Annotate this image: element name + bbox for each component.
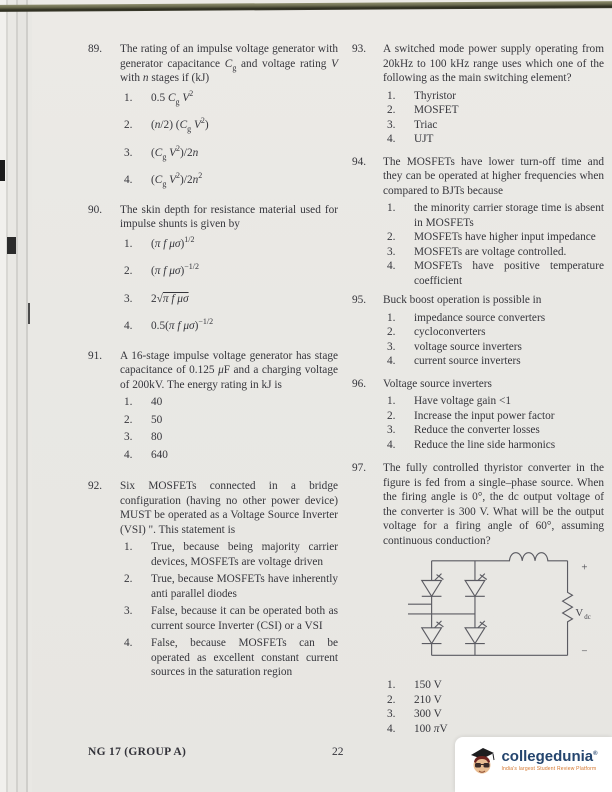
scan-mark <box>7 237 16 254</box>
option-label: False, because MOSFETs can be operated as excellent constant current sources in the saturation region <box>151 637 338 678</box>
question-number: 94. <box>352 155 367 168</box>
option-number: 2. <box>124 413 133 426</box>
option-label: Triac <box>414 118 438 131</box>
option <box>383 89 604 104</box>
option <box>383 423 604 438</box>
option-label: 80 <box>151 431 163 443</box>
option <box>383 394 604 409</box>
question-89 <box>88 42 338 201</box>
question-96 <box>352 377 604 453</box>
option-label: MOSFETs are voltage controlled. <box>414 245 567 258</box>
option-number: 2. <box>387 693 396 706</box>
question-number: 97. <box>352 462 367 474</box>
option <box>383 438 604 453</box>
question-94 <box>352 155 604 289</box>
question-text: The fully controlled thyristor converter in the figure is fed from a single–phase source. When the firing angle is 0°, the dc output voltage of the converter is 300 V. What will be the output voltage for a firing angle of 60°, assuming continuous conduction? <box>383 462 604 547</box>
option <box>383 118 604 133</box>
option-number: 3. <box>387 340 396 353</box>
resistor-icon <box>563 561 573 656</box>
option <box>120 264 338 279</box>
question-93 <box>352 42 604 147</box>
question-number: 89. <box>88 43 103 55</box>
option-label: ($C_g$ $V^2)/2n^2$ <box>151 171 203 189</box>
option-number: 1. <box>124 91 133 104</box>
question-92 <box>88 479 338 683</box>
option-number: 4. <box>387 260 396 272</box>
minus-label: − <box>581 645 588 658</box>
question-text: A 16-stage impulse voltage generator has stage capacitance of 0.125 μF and a charging voltage of 200kV. The energy rating in kJ is <box>120 349 338 391</box>
question-text: The rating of an impulse voltage generator with generator capacitance $C_g$ and voltage rating V with n stages if (kJ) <box>120 43 338 84</box>
option-label: cycloconverters <box>414 326 486 338</box>
option-label: (n/2) ($C_g$ $V^2$) <box>151 116 209 134</box>
option <box>383 201 604 230</box>
option-label: 640 <box>151 448 168 461</box>
scan-top-border <box>0 1 612 12</box>
option-number: 2. <box>387 409 396 422</box>
question-number: 90. <box>88 203 103 216</box>
option <box>383 354 604 369</box>
question-number: 96. <box>352 377 367 390</box>
option <box>120 572 338 601</box>
option-label: True, because MOSFETs have inherently anti parallel diodes <box>151 573 338 600</box>
option-label: Reduce the line side harmonics <box>414 438 556 451</box>
question-90 <box>88 203 338 347</box>
option-label: (π f μσ)$^{-1/2}$ <box>151 262 199 277</box>
option <box>383 325 604 340</box>
question-text: Six MOSFETs connected in a bridge configuration (having no other power device) MUST be operated as a Voltage Source Inverter (VSI) ". This statement is <box>120 480 338 536</box>
option-number: 2. <box>124 119 133 131</box>
page-edge <box>0 0 32 792</box>
option-label: MOSFET <box>414 104 459 116</box>
option <box>383 132 604 147</box>
question-text: Buck boost operation is possible in <box>383 294 542 306</box>
option-number: 1. <box>387 202 396 214</box>
option-label: UJT <box>414 133 434 145</box>
option-number: 2. <box>124 573 133 585</box>
option-label: MOSFETs have higher input impedance <box>414 231 596 243</box>
option <box>120 143 338 161</box>
option-label: the minority carrier storage time is absent in MOSFETs <box>414 202 604 229</box>
option-number: 4. <box>387 133 396 145</box>
option-label: 150 V <box>414 679 442 691</box>
vdc-label: V <box>575 606 584 619</box>
option-number: 3. <box>124 292 133 305</box>
option-number: 3. <box>387 245 396 258</box>
option <box>383 678 604 693</box>
question-number: 93. <box>352 43 367 55</box>
thyristor-icon <box>422 621 444 644</box>
option <box>120 88 338 106</box>
option-label: voltage source inverters <box>414 340 522 353</box>
inductor-icon <box>432 553 568 561</box>
logo-tagline: India's largest Student Review Platform <box>501 766 597 772</box>
option-number: 4. <box>124 637 133 649</box>
option <box>120 234 338 252</box>
option <box>383 722 604 737</box>
option <box>383 103 604 118</box>
option <box>383 230 604 245</box>
option <box>120 118 338 133</box>
option-number: 2. <box>387 104 396 116</box>
scan-mark <box>0 160 5 181</box>
option-number: 1. <box>387 311 396 324</box>
logo-wordmark: collegedunia <box>501 748 594 765</box>
option-number: 2. <box>387 231 396 243</box>
option-number: 2. <box>124 265 133 277</box>
page-number: 22 <box>332 746 344 758</box>
option-label: 0.5 $C_g$ $V^2$ <box>151 88 194 106</box>
option <box>383 340 604 355</box>
option <box>383 707 604 722</box>
option-label: current source inverters <box>414 355 521 367</box>
option <box>120 604 338 633</box>
question-text: Voltage source inverters <box>383 377 492 390</box>
option-number: 1. <box>124 396 133 408</box>
registered-mark: ® <box>593 751 598 757</box>
question-text: The skin depth for resistance material used for impulse shunts is given by <box>120 203 338 230</box>
option-label: 2√π f μσ <box>151 292 189 305</box>
option-number: 4. <box>387 438 396 451</box>
plus-label: + <box>581 561 588 574</box>
option-number: 4. <box>124 320 133 332</box>
option <box>383 311 604 326</box>
option <box>120 319 338 334</box>
option-label: 300 V <box>414 708 442 720</box>
option-number: 3. <box>124 431 133 443</box>
option-label: Have voltage gain <1 <box>414 395 512 407</box>
thyristor-icon <box>465 574 487 597</box>
option-label: True, because being majority carrier devices, MOSFETs are voltage driven <box>151 541 338 568</box>
option <box>120 540 338 569</box>
option <box>383 245 604 260</box>
option-number: 4. <box>387 722 396 735</box>
thyristor-icon <box>422 574 444 597</box>
option-number: 1. <box>124 237 133 250</box>
right-column <box>352 42 604 736</box>
option-label: MOSFETs have positive temperature coefficient <box>414 260 604 287</box>
question-95 <box>352 293 604 369</box>
option-number: 3. <box>387 118 396 131</box>
option-label: Reduce the converter losses <box>414 424 540 436</box>
option-number: 2. <box>387 326 396 338</box>
option-label: Thyristor <box>414 89 457 102</box>
question-97 <box>352 461 604 736</box>
option <box>383 693 604 708</box>
option-label: 0.5(π f μσ)$^{-1/2}$ <box>151 317 214 332</box>
question-91 <box>88 349 338 466</box>
paper-code: NG 17 (GROUP A) <box>88 746 187 758</box>
option-number: 1. <box>387 395 396 407</box>
option-label: impedance source converters <box>414 311 546 324</box>
option <box>120 395 338 410</box>
option <box>383 259 604 288</box>
option <box>120 173 338 188</box>
option <box>120 636 338 680</box>
question-number: 95. <box>352 294 367 306</box>
question-number: 91. <box>88 349 103 362</box>
left-column <box>88 42 338 683</box>
option-label: 100 πV <box>414 722 448 735</box>
thyristor-icon <box>465 621 487 644</box>
option <box>120 448 338 463</box>
question-text: The MOSFETs have lower turn-off time and they can be operated at higher frequencies when compared to BJTs because <box>383 155 604 197</box>
question-number: 92. <box>88 480 103 492</box>
option-label: Increase the input power factor <box>414 409 555 422</box>
vdc-subscript: dc <box>584 613 591 621</box>
option-label: 210 V <box>414 693 442 706</box>
option-number: 4. <box>387 355 396 367</box>
logo-text <box>501 746 597 765</box>
option <box>383 409 604 424</box>
thyristor-bridge-figure <box>407 552 603 674</box>
option-number: 1. <box>124 541 133 553</box>
option-number: 4. <box>124 174 133 186</box>
option-number: 3. <box>124 605 133 617</box>
graduate-mascot-icon <box>469 746 496 778</box>
option-number: 3. <box>387 708 396 720</box>
option-label: (π f μσ)$^{1/2}$ <box>151 234 195 250</box>
option-number: 4. <box>124 448 133 461</box>
option <box>120 292 338 307</box>
option-label: False, because it can be operated both as current source Inverter (CSI) or a VSI <box>151 605 338 632</box>
option <box>120 413 338 428</box>
option-number: 3. <box>387 424 396 436</box>
circuit-diagram <box>407 552 604 674</box>
option-label: 40 <box>151 396 163 408</box>
option <box>120 430 338 445</box>
question-text: A switched mode power supply operating from 20kHz to 100 kHz range uses which one of the following as the main switching element? <box>383 43 604 84</box>
option-number: 1. <box>387 89 396 102</box>
option-number: 1. <box>387 679 396 691</box>
scan-mark <box>28 303 30 324</box>
collegedunia-logo <box>455 737 612 792</box>
option-label: ($C_g$ $V^2)/2n$ <box>151 143 199 161</box>
option-number: 3. <box>124 146 133 159</box>
option-label: 50 <box>151 413 163 426</box>
